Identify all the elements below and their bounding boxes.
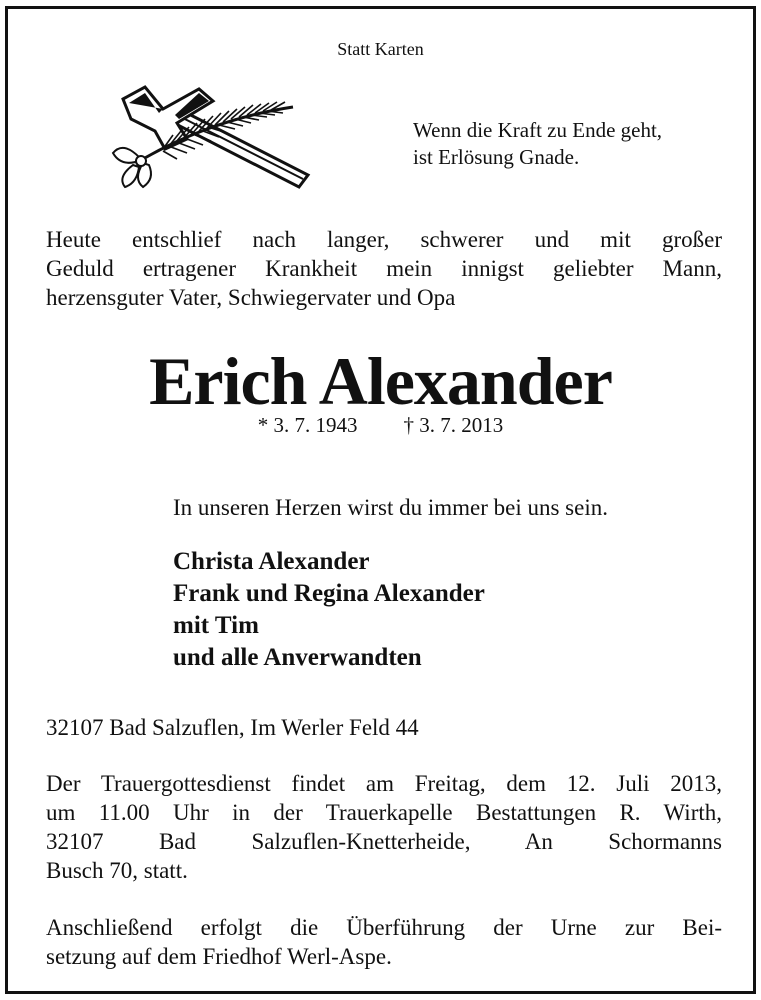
mourner-name: Frank und Regina Alexander: [173, 580, 485, 607]
intro-line: herzensguter Vater, Schwiegervater und Opa: [46, 285, 456, 310]
mourner-name: mit Tim: [173, 612, 259, 639]
intro-line: Heute entschlief nach langer, schwerer und mit großer: [46, 227, 722, 252]
mourner-name: Christa Alexander: [173, 548, 370, 575]
death-date: † 3. 7. 2013: [403, 413, 504, 437]
intro-text: [46, 225, 722, 312]
motto-line: ist Erlösung Gnade.: [413, 145, 580, 169]
motto: [413, 117, 662, 171]
service-line: um 11.00 Uhr in der Trauerkapelle Bestattungen R. Wirth,: [46, 800, 722, 825]
obituary-notice: [5, 6, 756, 994]
service-line: Der Trauergottesdienst findet am Freitag, dem 12. Juli 2013,: [46, 771, 722, 796]
service-line: Busch 70, statt.: [46, 858, 188, 883]
service-details: [46, 769, 722, 885]
header-statt-karten: Statt Karten: [337, 39, 424, 59]
motto-line: Wenn die Kraft zu Ende geht,: [413, 118, 663, 142]
service-line: 32107 Bad Salzuflen-Knetterheide, An Schormanns: [46, 829, 722, 854]
cross-with-palm-branch-icon: [103, 79, 333, 197]
burial-line: setzung auf dem Friedhof Werl-Aspe.: [46, 944, 392, 969]
mourner-name: und alle Anverwandten: [173, 644, 422, 671]
burial-line: Anschließend erfolgt die Überführung der Urne zur Bei-: [46, 915, 722, 940]
memorial-quote: In unseren Herzen wirst du immer bei uns sein.: [173, 495, 608, 520]
burial-details: [46, 913, 722, 971]
deceased-name: Erich Alexander: [149, 343, 612, 419]
birth-date: * 3. 7. 1943: [257, 413, 358, 437]
intro-line: Geduld ertragener Krankheit mein innigst geliebter Mann,: [46, 256, 722, 281]
life-dates: [8, 413, 753, 438]
mourners-list: [173, 546, 485, 674]
family-address: 32107 Bad Salzuflen, Im Werler Feld 44: [46, 715, 419, 740]
